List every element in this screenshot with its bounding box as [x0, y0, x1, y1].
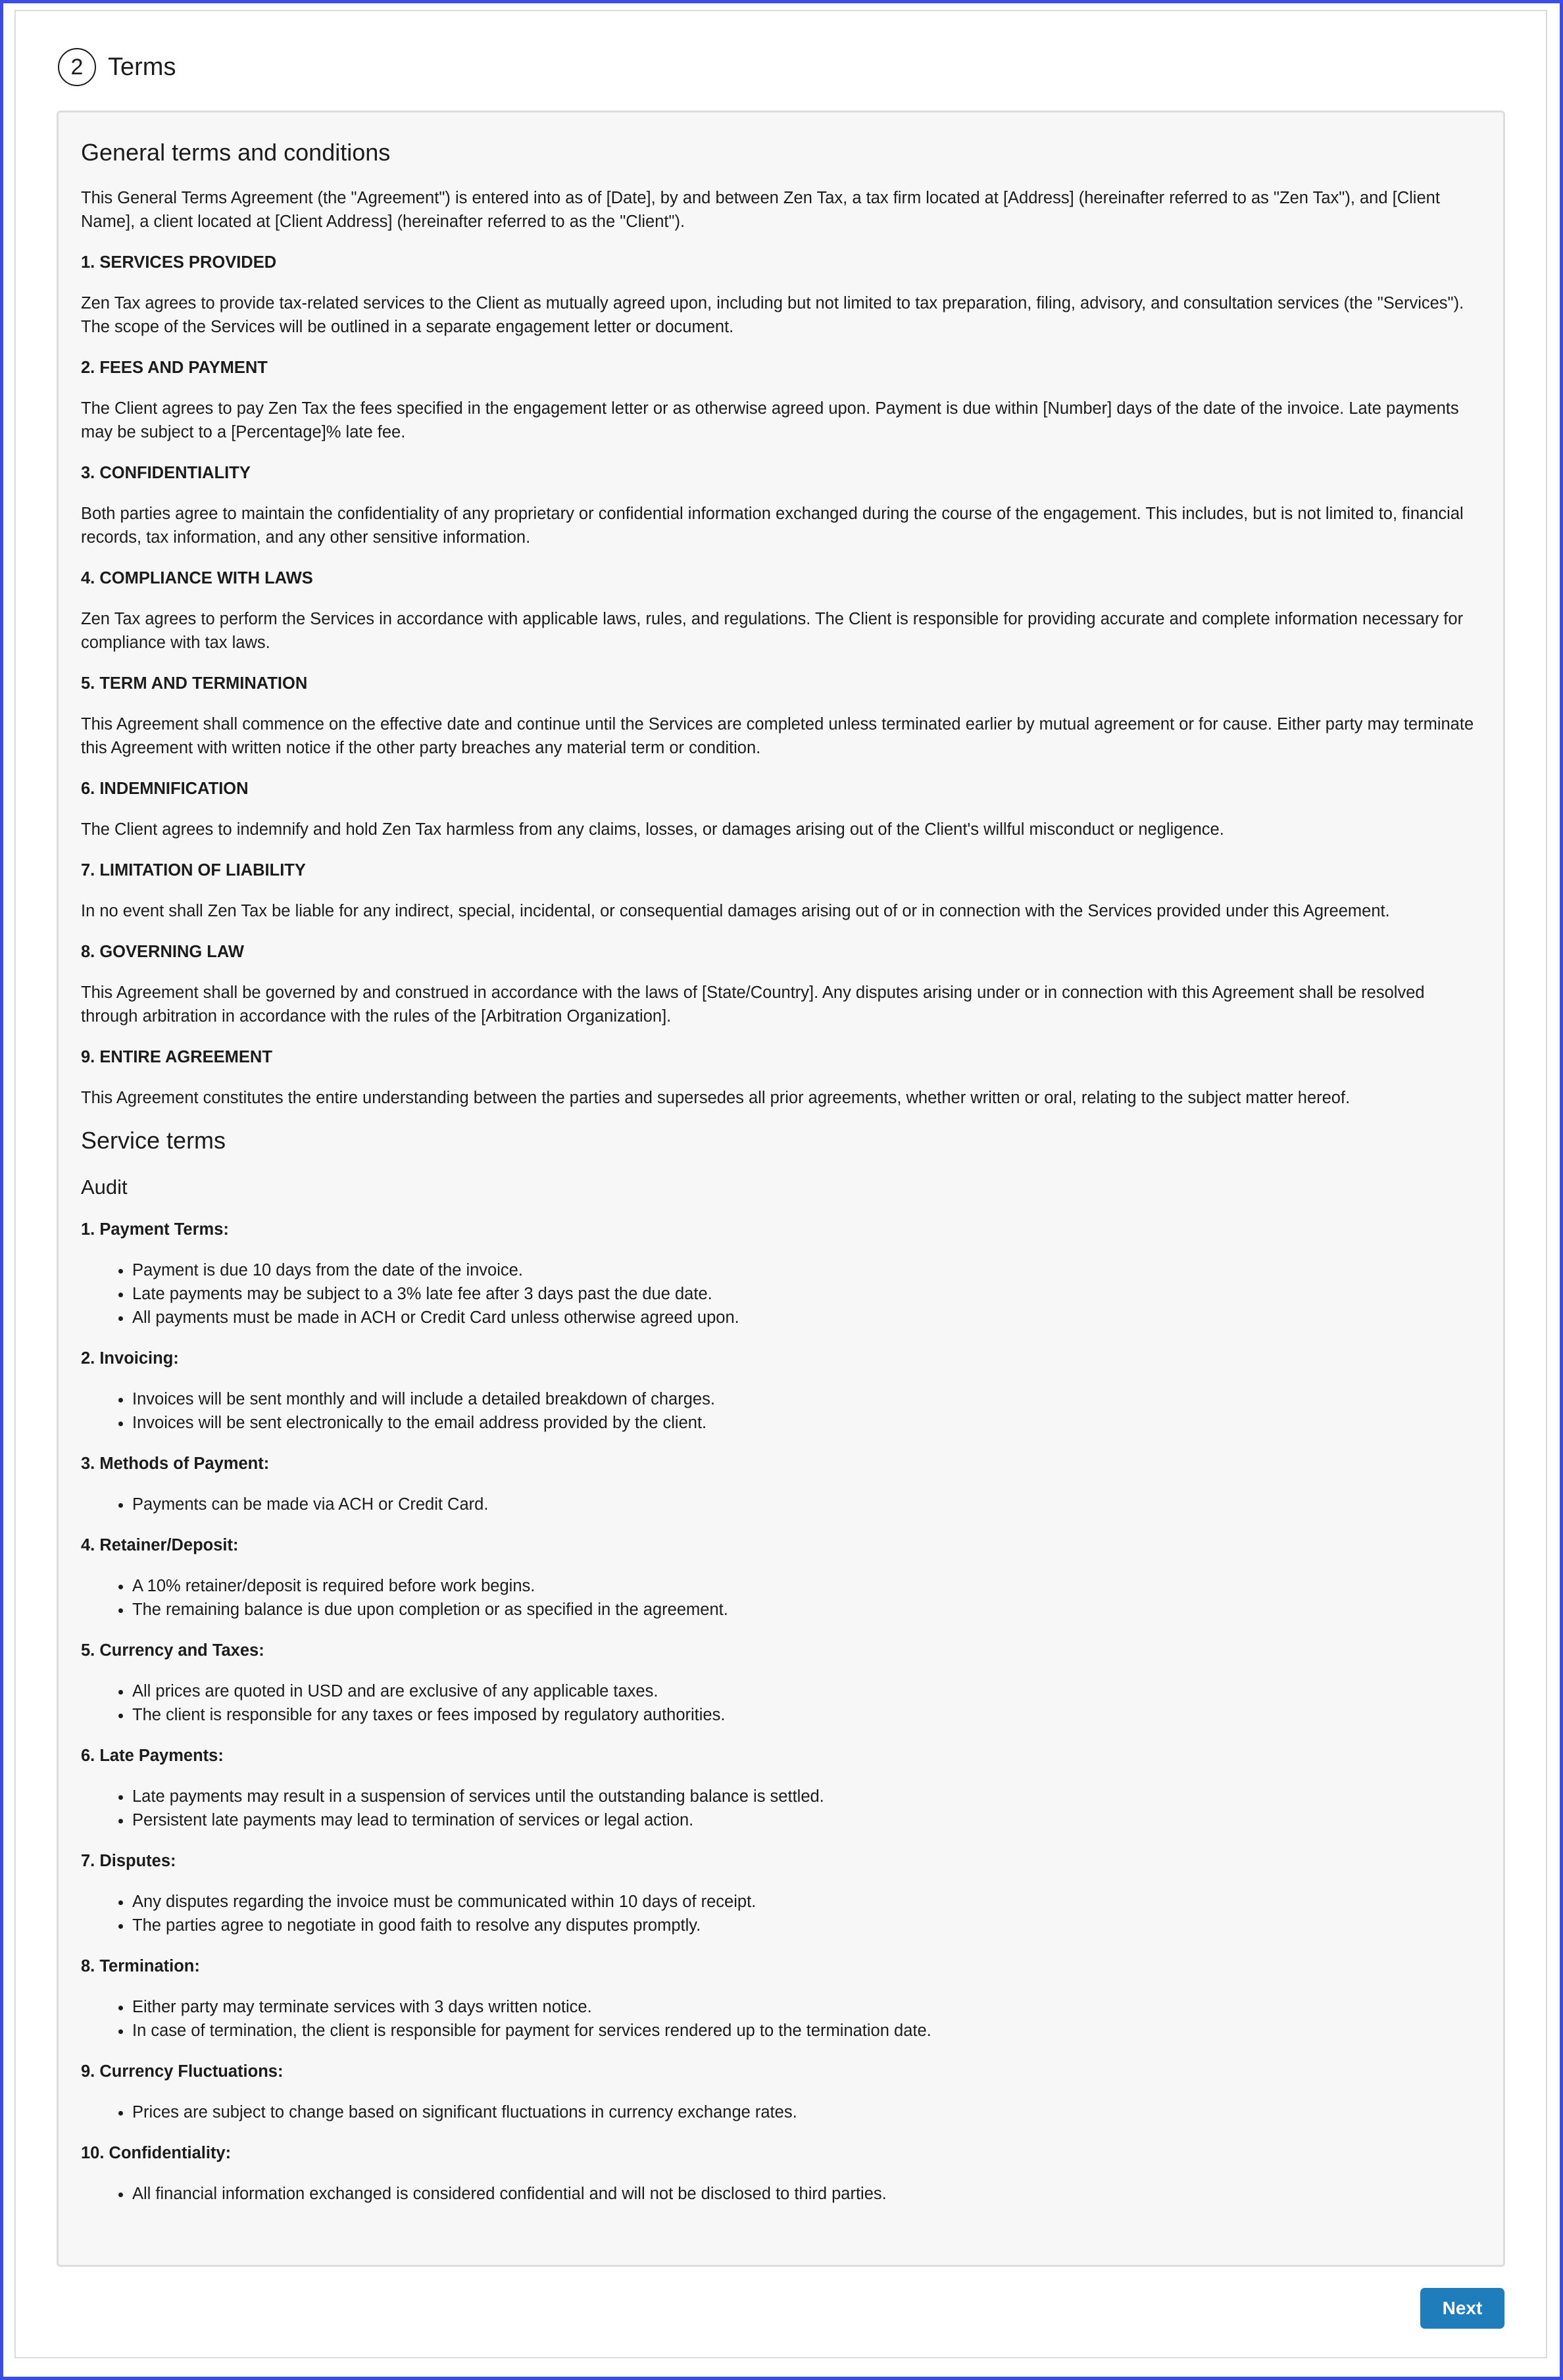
- general-section-title: 8. GOVERNING LAW: [81, 943, 244, 961]
- terms-scroll-box[interactable]: [57, 111, 1505, 2267]
- step-header: [58, 48, 176, 86]
- general-section-title: 3. CONFIDENTIALITY: [81, 464, 251, 482]
- list-item: • All financial information exchanged is considered confidential and will not be disclosed to third parties.: [132, 2182, 1481, 2206]
- list-item: • A 10% retainer/deposit is required before work begins.: [132, 1574, 1481, 1598]
- service-section-title: 8. Termination:: [81, 1957, 200, 1975]
- list-item: • In case of termination, the client is responsible for payment for services rendered up to the termination date.: [132, 2019, 1481, 2043]
- general-section-title: 7. LIMITATION OF LIABILITY: [81, 861, 306, 880]
- list-item: • Prices are subject to change based on significant fluctuations in currency exchange rates.: [132, 2100, 1481, 2124]
- general-section-body: Zen Tax agrees to perform the Services in accordance with applicable laws, rules, and regulations. The Client is responsible for providing accurate and complete information necessary for compliance with tax laws.: [81, 610, 1464, 652]
- service-section-list: [81, 1574, 1481, 1622]
- list-item: • All payments must be made in ACH or Credit Card unless otherwise agreed upon.: [132, 1306, 1481, 1329]
- service-section-list: [81, 1679, 1481, 1727]
- general-terms-sections: [81, 251, 1481, 1110]
- service-section-list: [81, 1785, 1481, 1832]
- general-section-body: In no event shall Zen Tax be liable for any indirect, special, incidental, or consequential damages arising out of or in connection with the Services provided under this Agreement.: [81, 902, 1390, 920]
- general-section-title: 9. ENTIRE AGREEMENT: [81, 1048, 272, 1066]
- general-section-body: The Client agrees to indemnify and hold Zen Tax harmless from any claims, losses, or damages arising out of the Client's willful misconduct or negligence.: [81, 820, 1224, 839]
- next-button[interactable]: Next: [1420, 2288, 1504, 2329]
- service-section-title: 9. Currency Fluctuations:: [81, 2062, 284, 2081]
- list-item: • Late payments may be subject to a 3% late fee after 3 days past the due date.: [132, 1282, 1481, 1306]
- general-section-body: This Agreement shall commence on the effective date and continue until the Services are completed unless terminated earlier by mutual agreement or for cause. Either party may terminate this Agreement with written notice if the other party breaches any material term or condition.: [81, 715, 1474, 757]
- service-section-title: 4. Retainer/Deposit:: [81, 1536, 239, 1554]
- service-section-title: 3. Methods of Payment:: [81, 1454, 270, 1473]
- list-item: • Any disputes regarding the invoice must be communicated within 10 days of receipt.: [132, 1890, 1481, 1914]
- general-section-body: This Agreement shall be governed by and construed in accordance with the laws of [State/Country]. Any disputes arising under or in connection with this Agreement shall be resolved through arbitration in accordance with the rules of the [Arbitration Organization].: [81, 983, 1425, 1026]
- general-section-title: 5. TERM AND TERMINATION: [81, 674, 308, 693]
- general-section-title: 6. INDEMNIFICATION: [81, 780, 249, 798]
- general-terms-intro: This General Terms Agreement (the "Agreement") is entered into as of [Date], by and between Zen Tax, a tax firm located at [Address] (hereinafter referred to as "Zen Tax"), and [Client Name], a client located at [Client Address] (hereinafter referred to as the "Client").: [81, 189, 1440, 231]
- service-section-title: 5. Currency and Taxes:: [81, 1641, 264, 1660]
- list-item: • Payment is due 10 days from the date of the invoice.: [132, 1258, 1481, 1282]
- service-section-list: [81, 1493, 1481, 1516]
- general-section-body: Zen Tax agrees to provide tax-related services to the Client as mutually agreed upon, including but not limited to tax preparation, filing, advisory, and consultation services (the "Services"). The scope of the Services will be outlined in a separate engagement letter or document.: [81, 294, 1464, 336]
- service-section-title: 1. Payment Terms:: [81, 1220, 229, 1239]
- general-section-body: This Agreement constitutes the entire understanding between the parties and supersedes all prior agreements, whether written or oral, relating to the subject matter hereof.: [81, 1089, 1351, 1107]
- service-section-list: [81, 2182, 1481, 2206]
- general-section-title: 1. SERVICES PROVIDED: [81, 253, 277, 272]
- list-item: • The client is responsible for any taxes or fees imposed by regulatory authorities.: [132, 1703, 1481, 1727]
- list-item: • Invoices will be sent electronically to the email address provided by the client.: [132, 1411, 1481, 1435]
- list-item: • All prices are quoted in USD and are exclusive of any applicable taxes.: [132, 1679, 1481, 1703]
- service-terms-subheading: Audit: [81, 1176, 128, 1199]
- service-terms-sections: [81, 1218, 1481, 2206]
- service-section-list: [81, 1387, 1481, 1435]
- list-item: • Late payments may result in a suspension of services until the outstanding balance is settled.: [132, 1785, 1481, 1808]
- general-section-title: 4. COMPLIANCE WITH LAWS: [81, 569, 313, 587]
- service-section-title: 7. Disputes:: [81, 1852, 176, 1870]
- list-item: • Persistent late payments may lead to termination of services or legal action.: [132, 1808, 1481, 1832]
- general-section-title: 2. FEES AND PAYMENT: [81, 359, 268, 377]
- general-section-body: Both parties agree to maintain the confidentiality of any proprietary or confidential information exchanged during the course of the engagement. This includes, but is not limited to, financial records, tax information, and any other sensitive information.: [81, 505, 1464, 547]
- service-section-title: 10. Confidentiality:: [81, 2144, 232, 2162]
- list-item: • Invoices will be sent monthly and will include a detailed breakdown of charges.: [132, 1387, 1481, 1411]
- list-item: • The remaining balance is due upon completion or as specified in the agreement.: [132, 1598, 1481, 1622]
- step-title: Terms: [108, 53, 176, 81]
- service-terms-heading: Service terms: [81, 1127, 226, 1154]
- service-section-title: 6. Late Payments:: [81, 1747, 224, 1765]
- list-item: • The parties agree to negotiate in good faith to resolve any disputes promptly.: [132, 1914, 1481, 1937]
- service-section-list: [81, 1890, 1481, 1937]
- list-item: • Payments can be made via ACH or Credit Card.: [132, 1493, 1481, 1516]
- service-section-list: [81, 2100, 1481, 2124]
- step-number-badge: 2: [58, 48, 96, 86]
- general-terms-heading: General terms and conditions: [81, 139, 391, 166]
- general-section-body: The Client agrees to pay Zen Tax the fees specified in the engagement letter or as otherwise agreed upon. Payment is due within [Number] days of the date of the invoice. Late payments may be subject to a [Percentage]% late fee.: [81, 399, 1459, 441]
- list-item: • Either party may terminate services with 3 days written notice.: [132, 1995, 1481, 2019]
- service-section-list: [81, 1258, 1481, 1329]
- service-section-list: [81, 1995, 1481, 2043]
- service-section-title: 2. Invoicing:: [81, 1349, 179, 1368]
